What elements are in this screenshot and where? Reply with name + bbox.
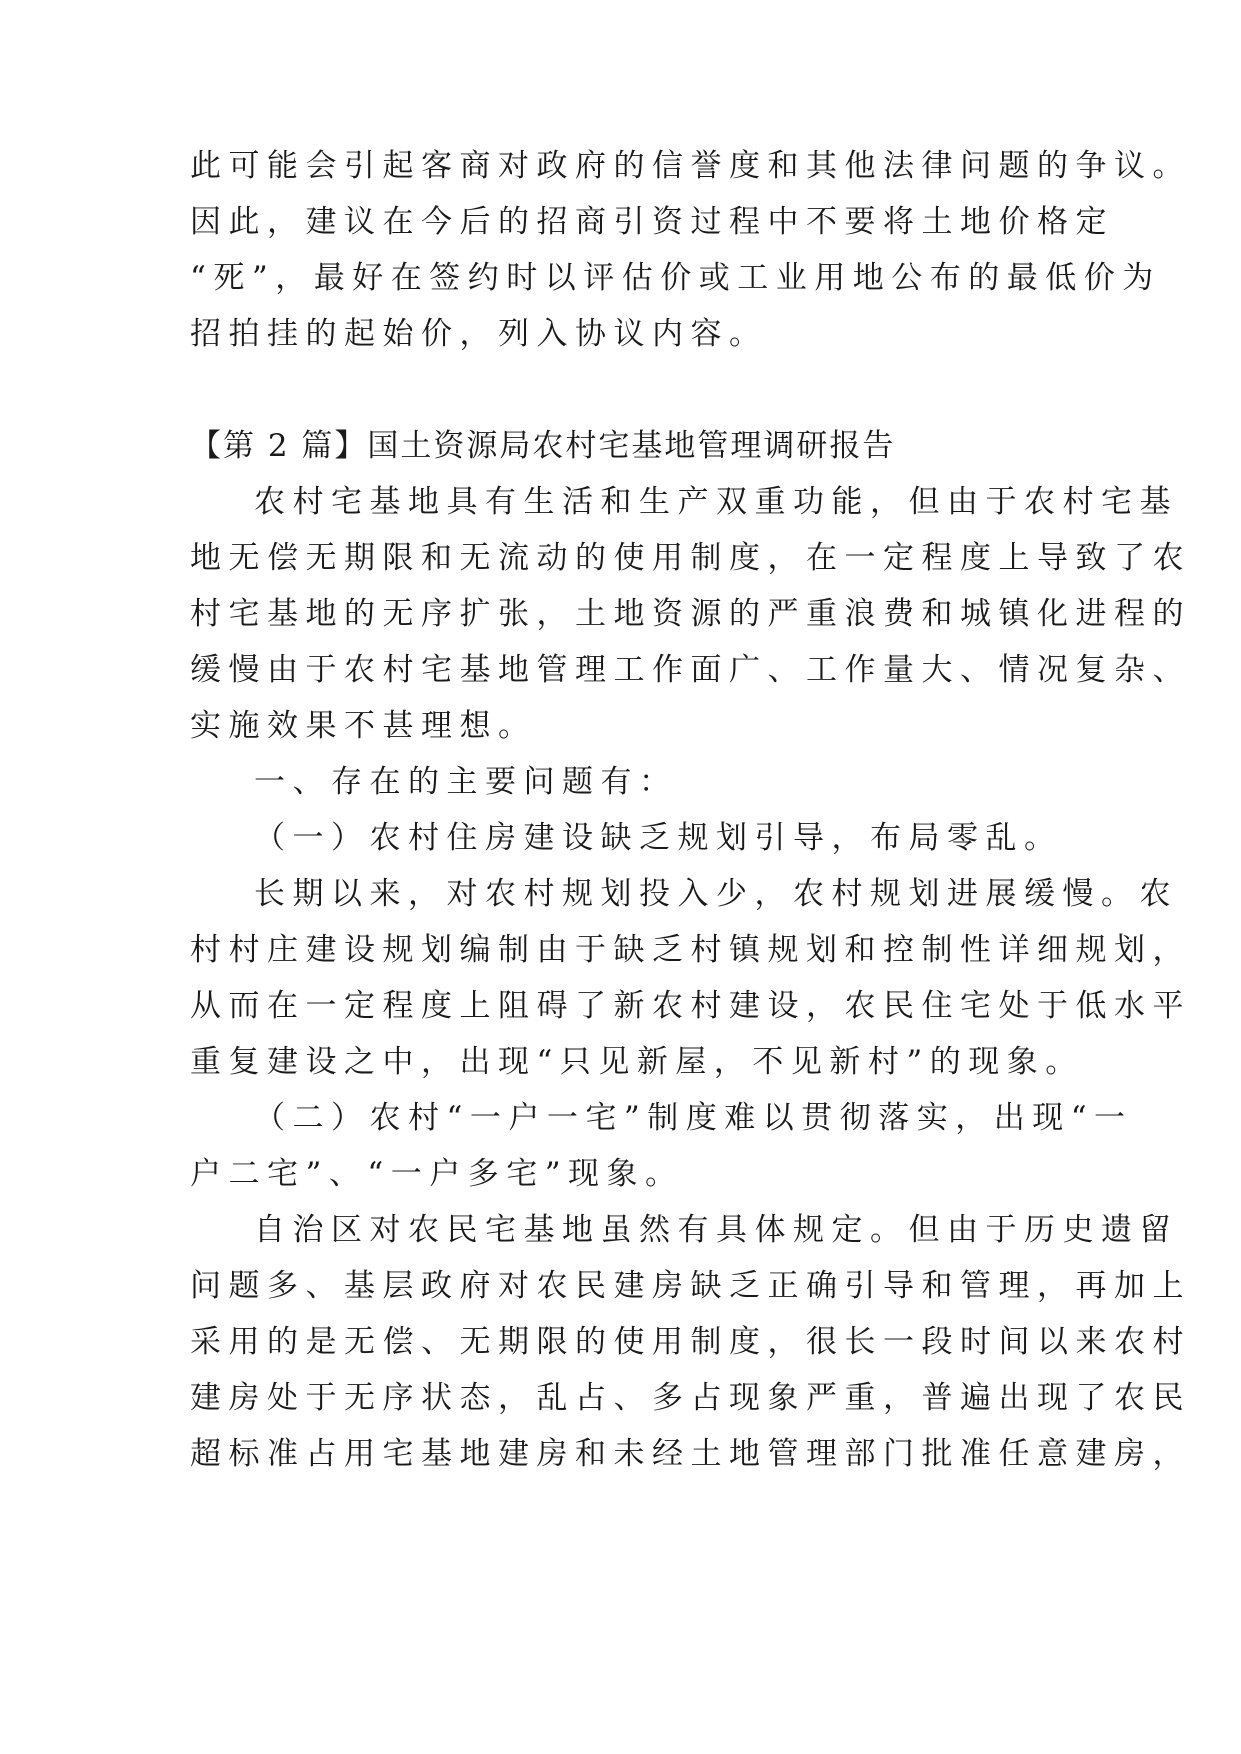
body-text-line: 自治区对农民宅基地虽然有具体规定。但由于历史遗留 <box>254 1212 1178 1248</box>
body-text-line: 招拍挂的起始价，列入协议内容。 <box>190 316 768 352</box>
body-text-line: 重复建设之中，出现“只见新屋，不见新村”的现象。 <box>190 1044 1084 1080</box>
subsection-title-continued: 户二宅”、“一户多宅”现象。 <box>190 1156 684 1192</box>
article-heading: 【第 2 篇】国土资源局农村宅基地管理调研报告 <box>190 428 896 464</box>
body-text-line: 问题多、基层政府对农民建房缺乏正确引导和管理，再加上 <box>190 1268 1191 1304</box>
body-text-line: 村村庄建设规划编制由于缺乏村镇规划和控制性详细规划， <box>190 932 1191 968</box>
body-text-line: 从而在一定程度上阻碍了新农村建设，农民住宅处于低水平 <box>190 988 1191 1024</box>
section-title: 一、存在的主要问题有： <box>254 764 678 800</box>
body-text-line: 超标准占用宅基地建房和未经土地管理部门批准任意建房， <box>190 1436 1191 1472</box>
body-text-line: 实施效果不甚理想。 <box>190 708 537 744</box>
body-text-line: 村宅基地的无序扩张，土地资源的严重浪费和城镇化进程的 <box>190 596 1191 632</box>
subsection-title: （二）农村“一户一宅”制度难以贯彻落实，出现“一 <box>254 1100 1133 1136</box>
body-text-line: 农村宅基地具有生活和生产双重功能，但由于农村宅基 <box>254 484 1178 520</box>
body-text-line: “死”，最好在签约时以评估价或工业用地公布的最低价为 <box>190 260 1161 296</box>
subsection-title: （一）农村住房建设缺乏规划引导，布局零乱。 <box>254 820 1063 856</box>
body-text-line: 缓慢由于农村宅基地管理工作面广、工作量大、情况复杂、 <box>190 652 1191 688</box>
body-text-line: 建房处于无序状态，乱占、多占现象严重，普遍出现了农民 <box>190 1380 1191 1416</box>
body-text-line: 地无偿无期限和无流动的使用制度，在一定程度上导致了农 <box>190 540 1191 576</box>
body-text-line: 采用的是无偿、无期限的使用制度，很长一段时间以来农村 <box>190 1324 1191 1360</box>
body-text-line: 因此，建议在今后的招商引资过程中不要将土地价格定 <box>190 204 1114 240</box>
body-text-line: 此可能会引起客商对政府的信誉度和其他法律问题的争议。 <box>190 148 1191 184</box>
body-text-line: 长期以来，对农村规划投入少，农村规划进展缓慢。农 <box>254 876 1178 912</box>
